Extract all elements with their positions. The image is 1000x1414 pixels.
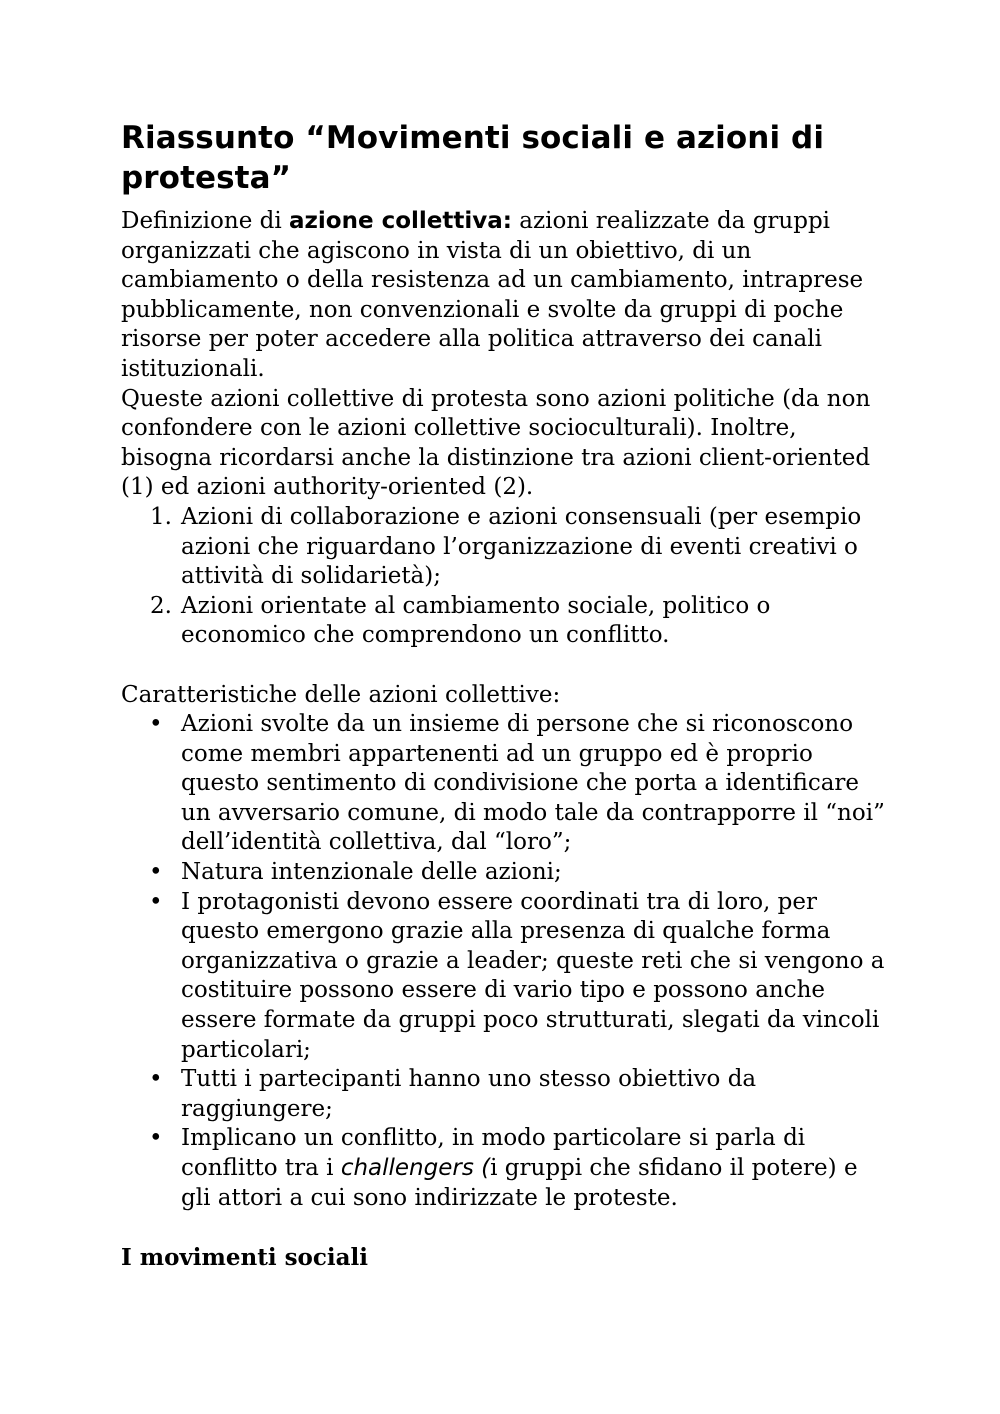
list-item-text-before: Implicano un conflitto, in modo particolare si parla di conflitto tra i [181,1125,806,1181]
political-actions-paragraph: Queste azioni collettive di protesta sono azioni politiche (da non confondere con le azioni collettive socioculturali). Inoltre, bisogna ricordarsi anche la distinzione tra azioni client-oriented (1) ed azioni authority-oriented (2). [121,385,871,501]
bullet-list-item [121,710,891,858]
list-item-text: Natura intenzionale delle azioni; [181,859,562,886]
definition-paragraph [121,207,891,385]
definition-term: azione collettiva: [289,208,512,234]
definition-text: azioni realizzate da gruppi organizzati che agiscono in vista di un obiettivo, di un cambiamento o della resistenza ad un cambiamento, intraprese pubblicamente, non convenzionali e svolte da gruppi di poche risorse per poter accedere alla politica attraverso dei canali istituzionali. [121,208,864,382]
bullet-icon: • [149,1125,163,1152]
document-body [121,207,891,1272]
paragraph-spacer [121,651,891,681]
list-item-text: I protagonisti devono essere coordinati tra di loro, per questo emergono grazie alla presenza di qualche forma organizzativa o grazie a leader; queste reti che si vengono a costituire possono essere di vario tipo e possono anche essere formate da gruppi poco strutturati, slegati da vincoli particolari; [181,888,885,1063]
list-item-text: Azioni orientate al cambiamento sociale, politico o economico che comprendono un conflitto. [181,592,771,649]
bullet-list-item [121,1124,891,1213]
bullet-list-item [121,1065,891,1124]
list-item-text-after: i gruppi che sfidano il potere) e gli attori a cui sono indirizzate le proteste. [181,1155,858,1211]
bullet-list-item [121,858,891,888]
bullet-list-item [121,888,891,1066]
bullet-icon: • [149,859,163,886]
list-item-text: Azioni svolte da un insieme di persone che si riconoscono come membri appartenenti ad un gruppo ed è proprio questo sentimento di condivisione che porta a identificare un avversario comune, di modo tale da contrapporre il “noi” dell’identità collettiva, dal “loro”; [181,711,885,856]
bullet-icon: • [149,711,163,738]
bullet-icon: • [149,1066,163,1093]
paragraph-spacer [121,1213,891,1243]
definition-prefix: Definizione di [121,208,290,234]
numbered-list-item [121,503,891,592]
bullet-list [121,710,891,1213]
list-item-text: Tutti i partecipanti hanno uno stesso obiettivo da raggiungere; [181,1066,757,1122]
document-title: Riassunto “Movimenti sociali e azioni di protesta” [121,120,825,196]
numbered-list-item [121,592,891,651]
bullet-icon: • [149,888,163,915]
list-number: 2. [150,592,172,619]
list-number: 1. [150,503,172,530]
characteristics-heading: Caratteristiche delle azioni collettive: [121,681,561,708]
list-item-text: Azioni di collaborazione e azioni consensuali (per esempio azioni che riguardano l’organizzazione di eventi creativi o attività di solidarietà); [181,503,862,590]
numbered-list [121,503,891,651]
challengers-term: challengers ( [340,1155,491,1181]
document-page [121,118,891,1272]
section-heading: I movimenti sociali [121,1243,369,1271]
